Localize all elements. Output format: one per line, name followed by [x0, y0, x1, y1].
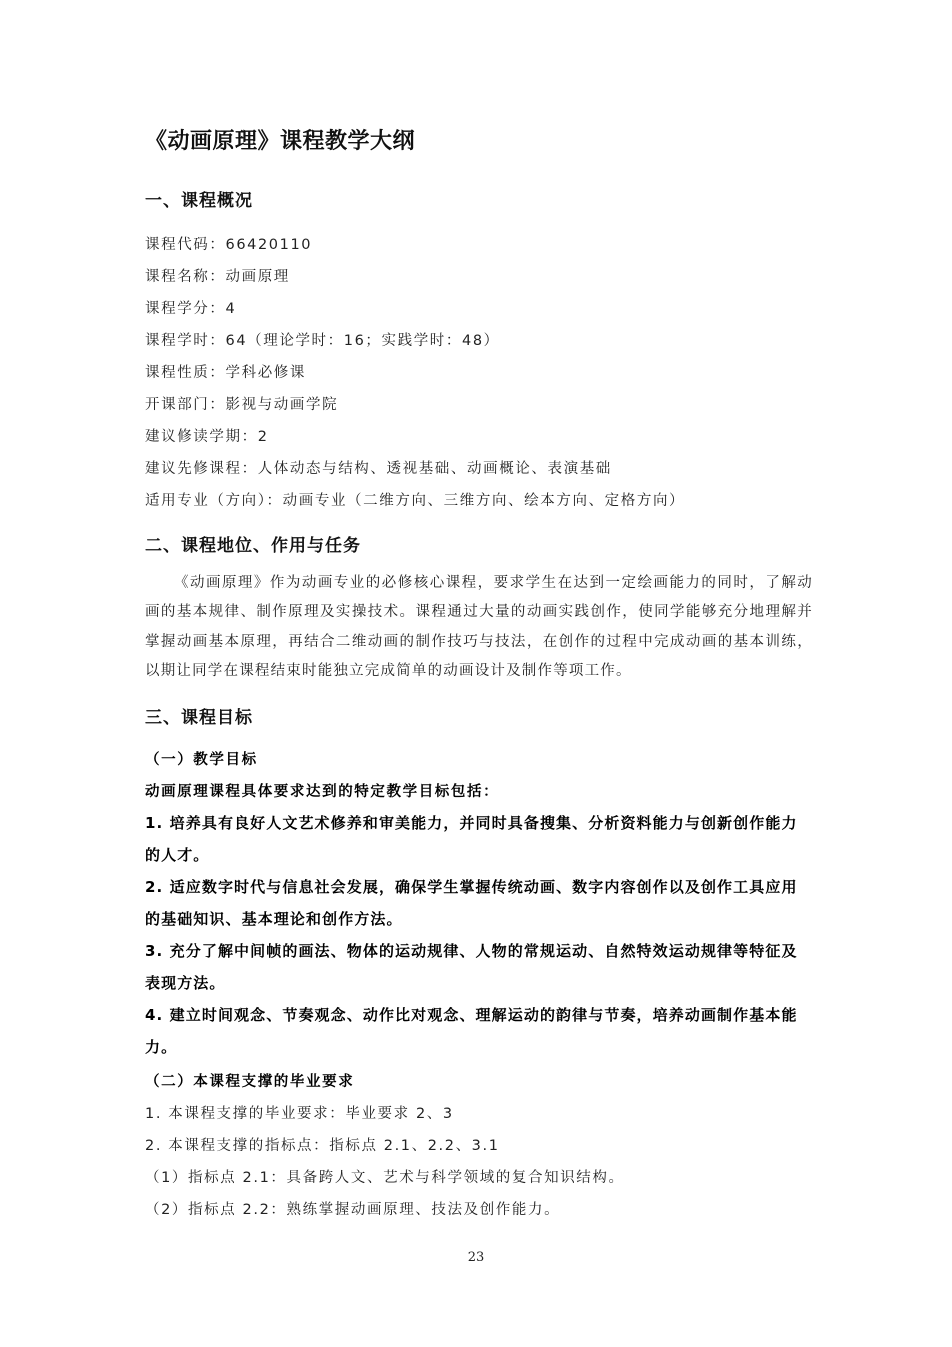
- course-majors: 适用专业（方向）：动画专业（二维方向、三维方向、绘本方向、定格方向）: [145, 493, 686, 509]
- document-title: 《动画原理》课程教学大纲: [145, 128, 416, 154]
- requirement-item: 2. 本课程支撑的指标点：指标点 2.1、2.2、3.1: [145, 1138, 500, 1154]
- course-semester: 建议修读学期：2: [145, 429, 269, 445]
- subheading-graduation-requirements: （二）本课程支撑的毕业要求: [145, 1074, 355, 1090]
- section-heading-objectives: 三、课程目标: [145, 708, 253, 728]
- goals-intro: 动画原理课程具体要求达到的特定教学目标包括：: [145, 784, 500, 800]
- course-name: 课程名称：动画原理: [145, 269, 290, 285]
- course-code: 课程代码：66420110: [145, 237, 313, 253]
- course-prerequisites: 建议先修课程：人体动态与结构、透视基础、动画概论、表演基础: [145, 461, 612, 477]
- requirement-item: （1）指标点 2.1：具备跨人文、艺术与科学领域的复合知识结构。: [145, 1170, 625, 1186]
- position-paragraph: 《动画原理》作为动画专业的必修核心课程，要求学生在达到一定绘画能力的同时，了解动画的基本规律、制作原理及实操技术。课程通过大量的动画实践创作，使同学能够充分地理解并掌握动画基本原理，再结合二维动画的制作技巧与技法，在创作的过程中完成动画的基本训练，以期让同学在课程结束时能独立完成简单的动画设计及制作等项工作。: [145, 575, 813, 679]
- requirement-item: （2）指标点 2.2：熟练掌握动画原理、技法及创作能力。: [145, 1202, 561, 1218]
- section-heading-overview: 一、课程概况: [145, 191, 253, 211]
- goal-item: 4. 建立时间观念、节奏观念、动作比对观念、理解运动的韵律与节奏，培养动画制作基本能力。: [145, 1006, 798, 1056]
- course-credits: 课程学分：4: [145, 301, 237, 317]
- course-nature: 课程性质：学科必修课: [145, 365, 306, 381]
- page-number: 23: [467, 1250, 485, 1265]
- goal-item: 3. 充分了解中间帧的画法、物体的运动规律、人物的常规运动、自然特效运动规律等特征及表现方法。: [145, 942, 798, 992]
- section-heading-position: 二、课程地位、作用与任务: [145, 536, 361, 556]
- requirement-item: 1. 本课程支撑的毕业要求：毕业要求 2、3: [145, 1106, 454, 1122]
- course-department: 开课部门：影视与动画学院: [145, 397, 339, 413]
- goal-item: 2. 适应数字时代与信息社会发展，确保学生掌握传统动画、数字内容创作以及创作工具应用的基础知识、基本理论和创作方法。: [145, 878, 798, 928]
- subheading-teaching-goals: （一）教学目标: [145, 752, 258, 768]
- goal-item: 1. 培养具有良好人文艺术修养和审美能力，并同时具备搜集、分析资料能力与创新创作能力的人才。: [145, 814, 798, 864]
- course-hours: 课程学时：64（理论学时：16；实践学时：48）: [145, 333, 500, 349]
